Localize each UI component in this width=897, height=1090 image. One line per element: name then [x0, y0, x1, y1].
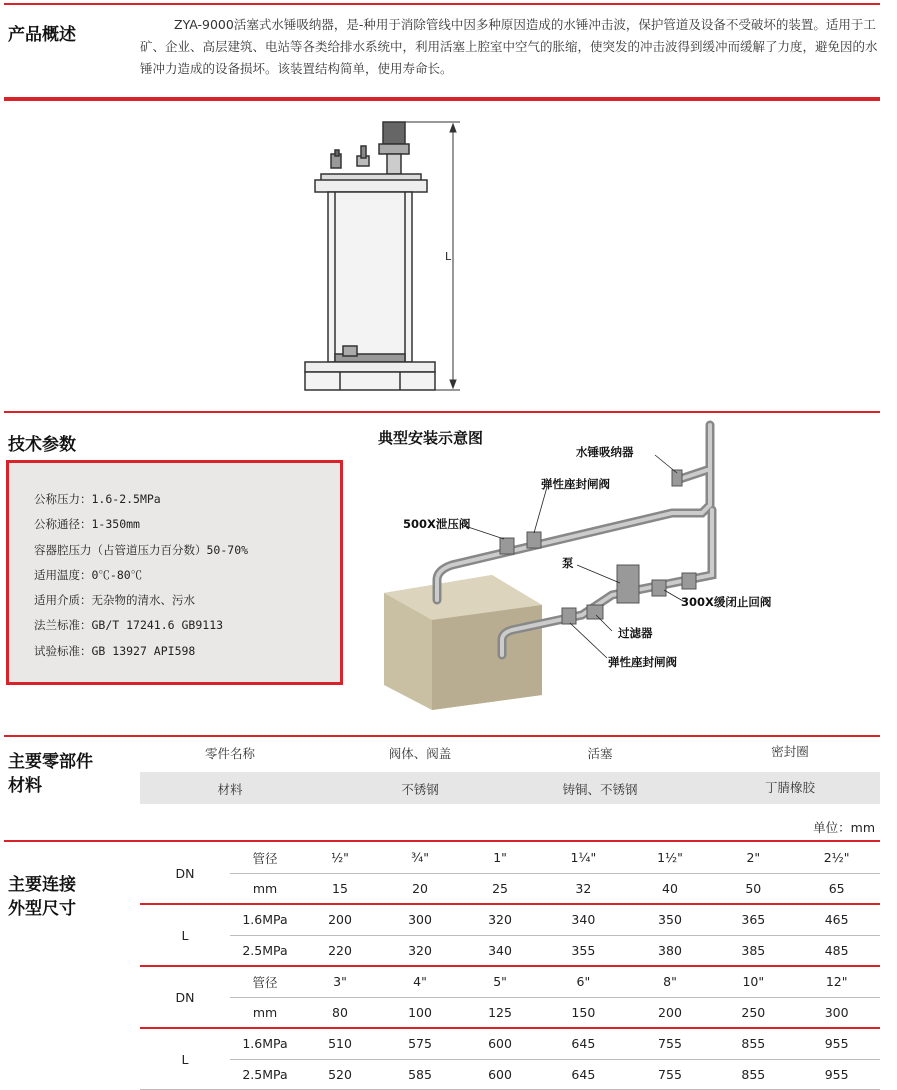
table-row — [140, 935, 880, 966]
length-cell: 340 — [460, 935, 540, 966]
size-cell: ¾" — [380, 843, 460, 873]
label-gate-valve-bottom: 弹性座封闸阀 — [608, 655, 677, 669]
size-cell: 1" — [460, 843, 540, 873]
mm-cell: 20 — [380, 873, 460, 904]
pressure-label: 1.6MPa — [230, 904, 300, 935]
length-cell: 600 — [460, 1028, 540, 1059]
size-cell: 1¼" — [540, 843, 627, 873]
length-cell: 355 — [540, 935, 627, 966]
pipe-size-label: 管径 — [230, 966, 300, 997]
param-item: 法兰标准：GB/T 17241.6 GB9113 — [34, 618, 224, 633]
unit-label: 单位：mm — [813, 820, 875, 835]
params-list — [9, 463, 340, 664]
materials-header-cell: 零件名称 — [204, 746, 255, 761]
materials-title-2: 材料 — [8, 776, 42, 796]
tech-title: 技术参数 — [8, 435, 76, 455]
size-cell: 2" — [713, 843, 793, 873]
size-cell: 4" — [380, 966, 460, 997]
length-cell: 600 — [460, 1059, 540, 1090]
mm-cell: 15 — [300, 873, 380, 904]
table-row — [140, 873, 880, 904]
length-cell: 755 — [627, 1028, 714, 1059]
overview-title: 产品概述 — [8, 25, 76, 45]
l-label: L — [140, 904, 230, 966]
length-cell: 320 — [380, 935, 460, 966]
length-cell: 465 — [793, 904, 880, 935]
mm-cell: 25 — [460, 873, 540, 904]
tech-rule — [4, 411, 880, 413]
size-cell: 12" — [793, 966, 880, 997]
label-pump: 泵 — [562, 556, 574, 570]
mm-cell: 65 — [793, 873, 880, 904]
param-item: 适用介质：无杂物的清水、污水 — [34, 593, 195, 608]
mm-cell: 200 — [627, 997, 714, 1028]
installation-diagram — [372, 415, 802, 715]
length-cell: 575 — [380, 1028, 460, 1059]
mm-label: mm — [230, 873, 300, 904]
materials-cell: 铸铜、不锈钢 — [562, 782, 638, 797]
length-cell: 200 — [300, 904, 380, 935]
mm-cell: 32 — [540, 873, 627, 904]
mm-cell: 50 — [713, 873, 793, 904]
length-cell: 510 — [300, 1028, 380, 1059]
materials-cell: 丁腈橡胶 — [764, 780, 815, 795]
mm-label: mm — [230, 997, 300, 1028]
param-item: 公称压力：1.6-2.5MPa — [34, 492, 161, 506]
length-cell: 365 — [713, 904, 793, 935]
param-item: 容器腔压力（占管道压力百分数）50-70% — [34, 542, 249, 557]
materials-rule — [4, 735, 880, 737]
absorber-drawing — [295, 110, 495, 405]
diagram-title: 典型安装示意图 — [378, 429, 484, 447]
dimensions-table — [140, 843, 880, 1090]
dimensions-title-2: 外型尺寸 — [8, 899, 76, 919]
size-cell: 2½" — [793, 843, 880, 873]
size-cell: 6" — [540, 966, 627, 997]
length-cell: 350 — [627, 904, 714, 935]
gate-valve-top — [527, 532, 541, 548]
dimensions-title-1: 主要连接 — [8, 875, 76, 895]
table-row — [140, 904, 880, 935]
table-row — [140, 843, 880, 873]
dimension-l-label: L — [445, 250, 452, 263]
dimensions-rule — [4, 840, 880, 842]
materials-cell: 材料 — [217, 782, 243, 797]
label-absorber: 水锤吸纳器 — [576, 445, 634, 459]
label-check-valve: 300X缓闭止回阀 — [681, 595, 772, 609]
size-cell: ½" — [300, 843, 380, 873]
water-tank — [384, 575, 542, 710]
table-row — [140, 997, 880, 1028]
param-item: 试验标准：GB 13927 API598 — [34, 643, 196, 658]
param-item: 适用温度：0℃-80℃ — [34, 567, 143, 582]
length-cell: 380 — [627, 935, 714, 966]
length-cell: 485 — [793, 935, 880, 966]
gate-valve-bottom — [562, 608, 576, 624]
length-cell: 855 — [713, 1059, 793, 1090]
pressure-label: 2.5MPa — [230, 1059, 300, 1090]
table-row — [140, 966, 880, 997]
length-cell: 220 — [300, 935, 380, 966]
length-cell: 340 — [540, 904, 627, 935]
length-cell: 520 — [300, 1059, 380, 1090]
params-box — [6, 460, 343, 685]
absorber — [672, 470, 682, 486]
materials-header-cell: 活塞 — [587, 746, 613, 761]
mm-cell: 100 — [380, 997, 460, 1028]
pressure-label: 2.5MPa — [230, 935, 300, 966]
top-rule — [4, 3, 880, 5]
mm-cell: 125 — [460, 997, 540, 1028]
label-filter: 过滤器 — [618, 626, 653, 640]
mm-cell: 300 — [793, 997, 880, 1028]
label-relief-valve: 500X泄压阀 — [403, 517, 471, 531]
overview-text: ZYA-9000活塞式水锤吸纳器，是-种用于消除管线中因多种原因造成的水锤冲击波，保护管道及设备不受破坏的装置。适用于工矿、企业、高层建筑、电站等各类给排水系统中，利用活塞上腔室中空气的胀缩，使突发的冲击波得到缓冲而缓解了力度，避免因的水锤冲力造成的设备损坏。该装置结构简单，使用寿命长。 — [140, 17, 878, 76]
dn-label: DN — [140, 966, 230, 1028]
length-cell: 320 — [460, 904, 540, 935]
materials-cell: 不锈钢 — [401, 782, 439, 797]
mm-cell: 150 — [540, 997, 627, 1028]
length-cell: 385 — [713, 935, 793, 966]
relief-valve — [500, 538, 514, 554]
check-valve — [652, 580, 666, 596]
dn-label: DN — [140, 843, 230, 904]
size-cell: 1½" — [627, 843, 714, 873]
pressure-label: 1.6MPa — [230, 1028, 300, 1059]
table-row — [140, 1059, 880, 1090]
size-cell: 10" — [713, 966, 793, 997]
l-label: L — [140, 1028, 230, 1090]
materials-header-cell: 阀体、阀盖 — [388, 746, 452, 761]
size-cell: 3" — [300, 966, 380, 997]
length-cell: 755 — [627, 1059, 714, 1090]
size-cell: 5" — [460, 966, 540, 997]
pipe-size-label: 管径 — [230, 843, 300, 873]
mm-cell: 40 — [627, 873, 714, 904]
filter — [587, 605, 603, 619]
overview-rule — [4, 97, 880, 101]
pump — [617, 565, 639, 603]
materials-header-cell: 密封圈 — [771, 744, 809, 759]
mm-cell: 250 — [713, 997, 793, 1028]
length-cell: 855 — [713, 1028, 793, 1059]
materials-row — [140, 772, 880, 804]
length-cell: 585 — [380, 1059, 460, 1090]
label-gate-valve-top: 弹性座封闸阀 — [541, 477, 610, 491]
length-cell: 645 — [540, 1059, 627, 1090]
table-row — [140, 1028, 880, 1059]
length-cell: 955 — [793, 1028, 880, 1059]
length-cell: 300 — [380, 904, 460, 935]
length-cell: 645 — [540, 1028, 627, 1059]
param-item: 公称通径：1-350mm — [34, 517, 140, 532]
size-cell: 8" — [627, 966, 714, 997]
materials-title-1: 主要零部件 — [8, 752, 93, 772]
mm-cell: 80 — [300, 997, 380, 1028]
length-cell: 955 — [793, 1059, 880, 1090]
